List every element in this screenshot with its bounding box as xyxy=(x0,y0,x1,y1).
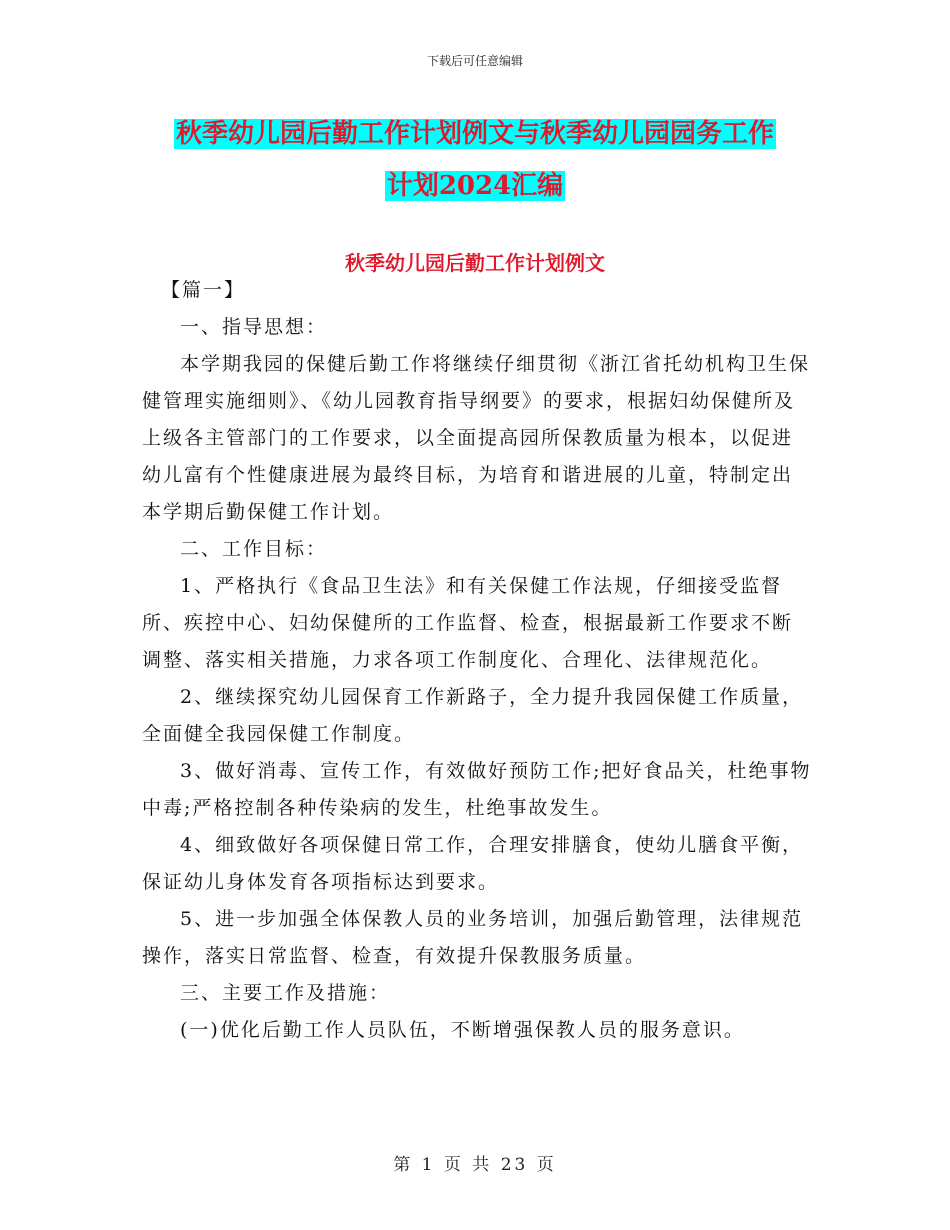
goal-item-3: 3、做好消毒、宣传工作，有效做好预防工作;把好食品关，杜绝事物中毒;严格控制各种传染病的发生，杜绝事故发生。 xyxy=(142,760,812,819)
goal-item-5: 5、进一步加强全体保教人员的业务培训，加强后勤管理，法律规范操作，落实日常监督、检查，有效提升保教服务质量。 xyxy=(142,908,804,967)
paragraph-guiding-thought: 本学期我园的保健后勤工作将继续仔细贯彻《浙江省托幼机构卫生保健管理实施细则》、《幼儿园教育指导纲要》的要求，根据妇幼保健所及上级各主管部门的工作要求，以全面提高园所保教质量为根本，以促进幼儿富有个性健康进展为最终目标，为培育和谐进展的儿童，特制定出本学期后勤保健工作计划。 xyxy=(142,353,811,523)
goal-item-4: 4、细致做好各项保健日常工作，合理安排膳食，使幼儿膳食平衡，保证幼儿身体发育各项指标达到要求。 xyxy=(142,834,804,893)
document-title xyxy=(0,108,950,212)
goal-item-2: 2、继续探究幼儿园保育工作新路子，全力提升我园保健工作质量，全面健全我园保健工作制度。 xyxy=(142,686,804,745)
document-title-line-1: 秋季幼儿园后勤工作计划例文与秋季幼儿园园务工作 xyxy=(175,119,774,149)
page-number: 第 1 页 共 23 页 xyxy=(393,1155,557,1175)
heading-work-goals: 二、工作目标： xyxy=(180,538,328,560)
goal-item-1: 1、严格执行《食品卫生法》和有关保健工作法规，仔细接受监督所、疾控中心、妇幼保健所的工作监督、检查，根据最新工作要求不断调整、落实相关措施，力求各项工作制度化、合理化、法律规范化。 xyxy=(142,575,794,671)
document-title-line-2: 计划2024汇编 xyxy=(386,171,564,201)
main-work-item-1: (一)优化后勤工作人员队伍，不断增强保教人员的服务意识。 xyxy=(180,1019,745,1041)
chapter-marker: 【篇一】 xyxy=(161,279,246,301)
document-body xyxy=(142,272,812,1049)
heading-guiding-thought: 一、指导思想： xyxy=(180,316,328,338)
section-title: 秋季幼儿园后勤工作计划例文 xyxy=(345,251,605,275)
page-header: 下载后可任意编辑 xyxy=(426,54,523,68)
heading-main-work: 三、主要工作及措施： xyxy=(180,982,391,1004)
